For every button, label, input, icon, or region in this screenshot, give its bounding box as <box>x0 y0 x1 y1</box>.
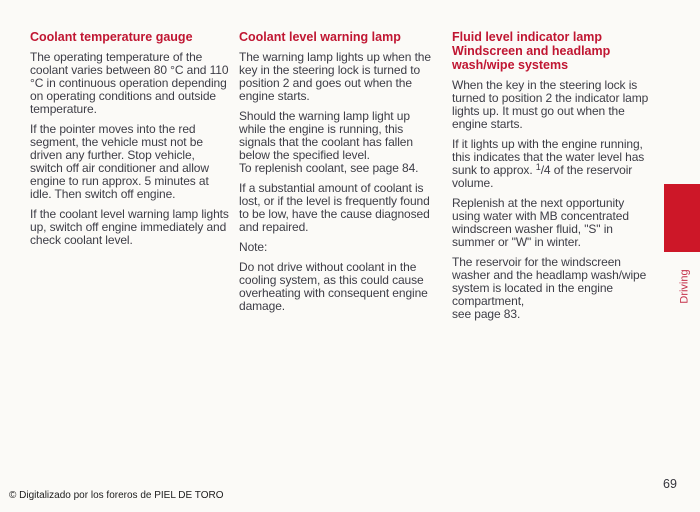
heading-line-1: Fluid level indicator lamp <box>452 30 603 44</box>
paragraph-water-level-quarter <box>452 138 649 190</box>
column-coolant-temperature-gauge <box>30 30 230 254</box>
paragraph-replenish-mb-fluid: Replenish at the next opportunity using water with MB concentrated windscreen washer fluid, "S" in summer or "W" in winter. <box>452 196 629 249</box>
paragraph-reservoir-location: The reservoir for the windscreen washer and the headlamp wash/wipe system is located in the engine compartment, <box>452 255 647 308</box>
paragraph-pointer-red-segment: If the pointer moves into the red segment, the vehicle must not be driven any further. Stop vehicle, switch off air conditioner and allow engine to run approx. 5 minutes at idle. Then switch off engine. <box>30 122 209 201</box>
fraction-text-post: /4 of the reservoir volume. <box>452 163 633 190</box>
chapter-tab-label: Driving <box>678 269 691 304</box>
fraction-text-pre: If it lights up with the engine running, this indicates that the water level has sunk to approx. <box>452 137 645 177</box>
paragraph-indicator-lamp-position-2: When the key in the steering lock is turned to position 2 the indicator lamp lights up. It must go out when the engine starts. <box>452 78 649 131</box>
paragraph-replenish-see-page-84: To replenish coolant, see page 84. <box>239 161 419 175</box>
digitization-credit: © Digitalizado por los foreros de PIEL DE TORO <box>9 490 224 501</box>
paragraph-warning-lamp-check-coolant: If the coolant level warning lamp lights up, switch off engine immediately and check coolant level. <box>30 207 229 247</box>
chapter-tab-marker <box>664 184 700 252</box>
paragraph-substantial-coolant-loss: If a substantial amount of coolant is lost, or if the level is frequently found to be low, have the cause diagnosed and repaired. <box>239 181 430 234</box>
column-coolant-level-warning-lamp <box>239 30 439 320</box>
paragraph-lamp-while-running: Should the warning lamp light up while the engine is running, this signals that the coolant has fallen below the specified level. <box>239 109 413 162</box>
paragraph-lamp-lights-position-2: The warning lamp lights up when the key in the steering lock is turned to position 2 and goes out when the engine starts. <box>239 50 431 103</box>
section-heading-fluid-level-indicator-lamp <box>452 30 649 72</box>
paragraph-do-not-drive-without-coolant: Do not drive without coolant in the cooling system, as this could cause overheating with consequent engine damage. <box>239 260 428 313</box>
note-label: Note: <box>239 240 268 254</box>
paragraph-see-page-83: see page 83. <box>452 307 521 321</box>
fraction-superscript: 1 <box>535 162 541 172</box>
heading-line-3: wash/wipe systems <box>452 58 569 72</box>
page-number: 69 <box>663 477 677 491</box>
section-heading-coolant-level-warning-lamp: Coolant level warning lamp <box>239 30 401 44</box>
paragraph-operating-temperature: The operating temperature of the coolant varies between 80 °C and 110 °C in continuous operation depending on operating conditions and outside temperature. <box>30 50 229 116</box>
heading-line-2: Windscreen and headlamp <box>452 44 611 58</box>
section-heading-coolant-temperature-gauge: Coolant temperature gauge <box>30 30 193 44</box>
column-fluid-level-indicator-lamp <box>452 30 649 328</box>
